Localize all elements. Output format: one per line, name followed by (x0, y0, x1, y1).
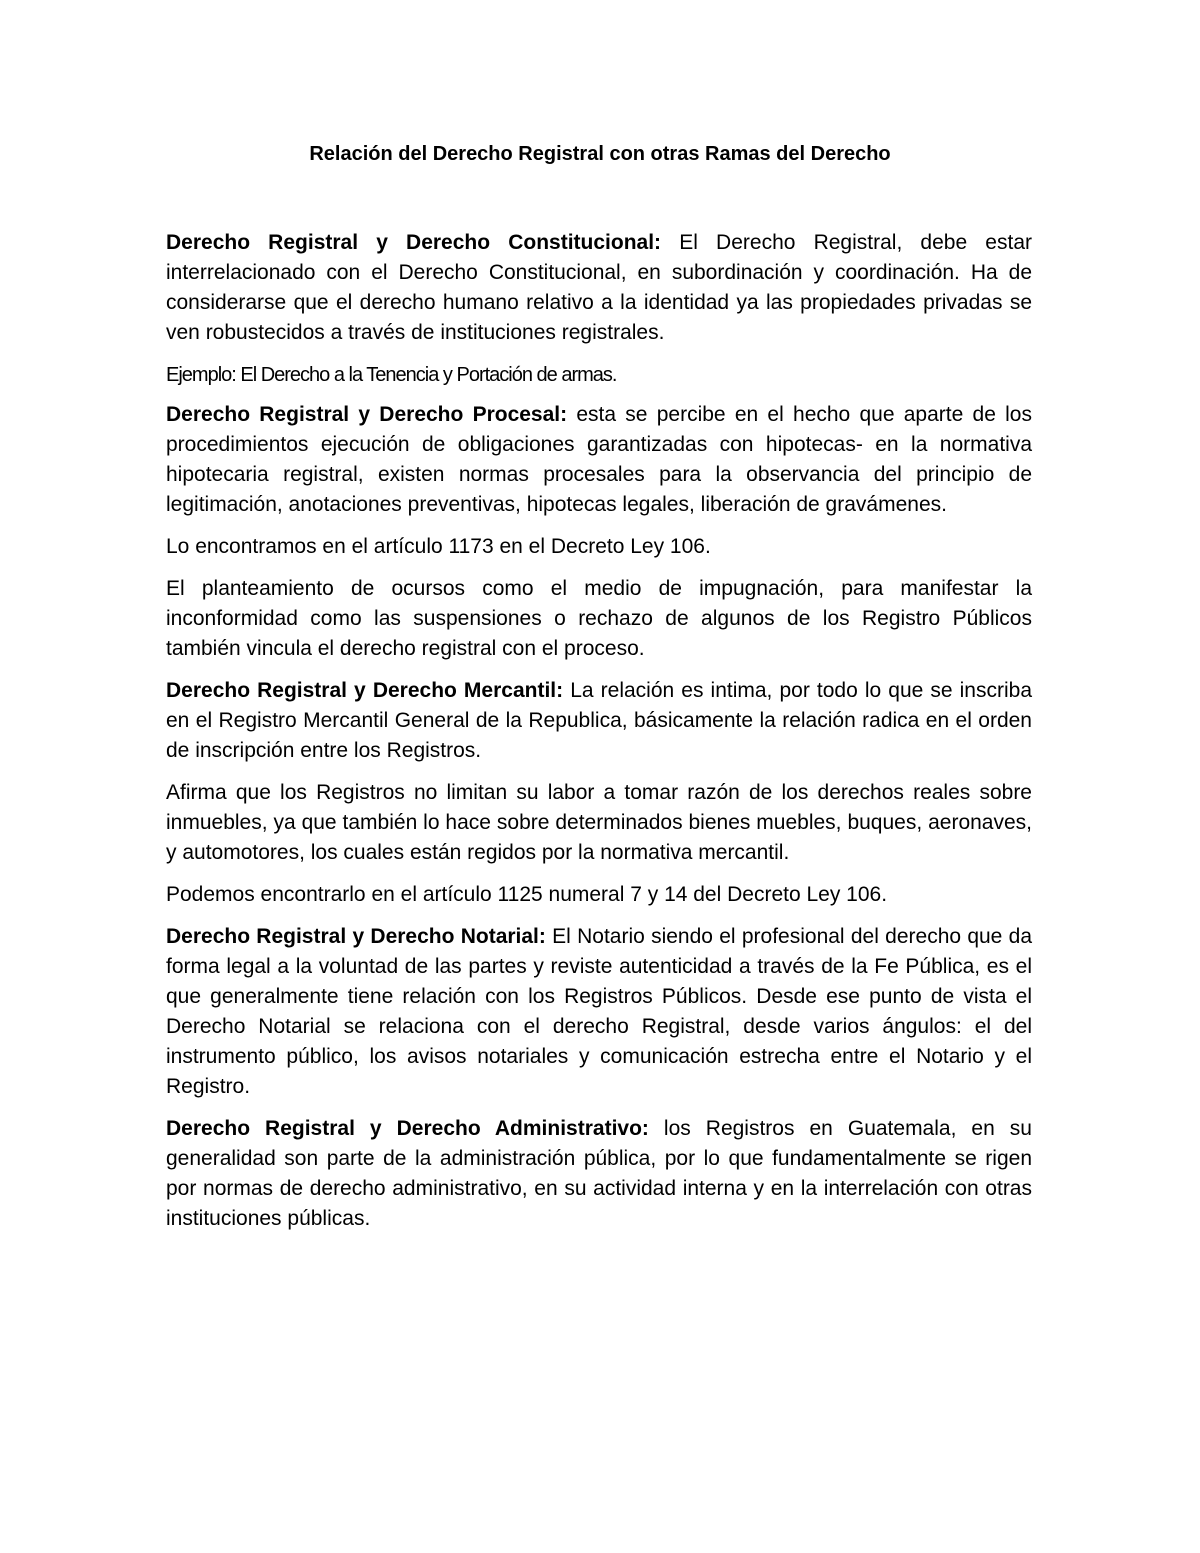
paragraph-text: El planteamiento de ocursos como el medio de impugnación, para manifestar la inconformidad como las suspensiones o rechazo de algunos de los Registro Públicos también vincula el derecho registral con el proceso. (166, 577, 1032, 660)
paragraph-constitucional (166, 228, 1032, 348)
paragraph-mercantil (166, 676, 1032, 766)
paragraph-text: Ejemplo: El Derecho a la Tenencia y Portación de armas. (166, 364, 617, 386)
paragraph-text: esta se percibe en el hecho que aparte de los procedimientos ejecución de obligaciones garantizadas con hipotecas- en la normativa hipotecaria registral, existen normas procesales para la observancia del principio de legitimación, anotaciones preventivas, hipotecas legales, liberación de gravámenes. (166, 403, 1032, 516)
paragraph-articulo-1125 (166, 880, 1032, 910)
paragraph-heading: Derecho Registral y Derecho Mercantil: (166, 679, 564, 702)
paragraph-notarial (166, 922, 1032, 1102)
document-body (166, 228, 1032, 1246)
paragraph-registros-muebles (166, 778, 1032, 868)
paragraph-heading: Derecho Registral y Derecho Constitucional: (166, 231, 662, 254)
paragraph-heading: Derecho Registral y Derecho Procesal: (166, 403, 568, 426)
paragraph-heading: Derecho Registral y Derecho Administrativo: (166, 1117, 649, 1140)
paragraph-heading: Derecho Registral y Derecho Notarial: (166, 925, 546, 948)
paragraph-ejemplo (166, 360, 1032, 390)
paragraph-text: los Registros en Guatemala, en su generalidad son parte de la administración pública, por lo que fundamentalmente se rigen por normas de derecho administrativo, en su actividad interna y en la interrelación con otras instituciones públicas. (166, 1117, 1032, 1230)
document-title: Relación del Derecho Registral con otras Ramas del Derecho (309, 143, 891, 165)
paragraph-text: La relación es intima, por todo lo que se inscriba en el Registro Mercantil General de la Republica, básicamente la relación radica en el orden de inscripción entre los Registros. (166, 679, 1033, 762)
paragraph-text: El Notario siendo el profesional del derecho que da forma legal a la voluntad de las partes y reviste autenticidad a través de la Fe Pública, es el que generalmente tiene relación con los Registros Públicos. Desde ese punto de vista el Derecho Notarial se relaciona con el derecho Registral, desde varios ángulos: el del instrumento público, los avisos notariales y comunicación estrecha entre el Notario y el Registro. (166, 925, 1032, 1098)
paragraph-text: Lo encontramos en el artículo 1173 en el Decreto Ley 106. (166, 535, 711, 558)
paragraph-text: Podemos encontrarlo en el artículo 1125 numeral 7 y 14 del Decreto Ley 106. (166, 883, 888, 906)
paragraph-ocursos (166, 574, 1032, 664)
paragraph-administrativo (166, 1114, 1032, 1234)
paragraph-text: Afirma que los Registros no limitan su labor a tomar razón de los derechos reales sobre inmuebles, ya que también lo hace sobre determinados bienes muebles, buques, aeronaves, y automotores, los cuales están regidos por la normativa mercantil. (166, 781, 1032, 864)
paragraph-text: El Derecho Registral, debe estar interrelacionado con el Derecho Constitucional, en subordinación y coordinación. Ha de considerarse que el derecho humano relativo a la identidad ya las propiedades privadas se ven robustecidos a través de instituciones registrales. (166, 231, 1032, 344)
paragraph-articulo-1173 (166, 532, 1032, 562)
paragraph-procesal (166, 400, 1032, 520)
